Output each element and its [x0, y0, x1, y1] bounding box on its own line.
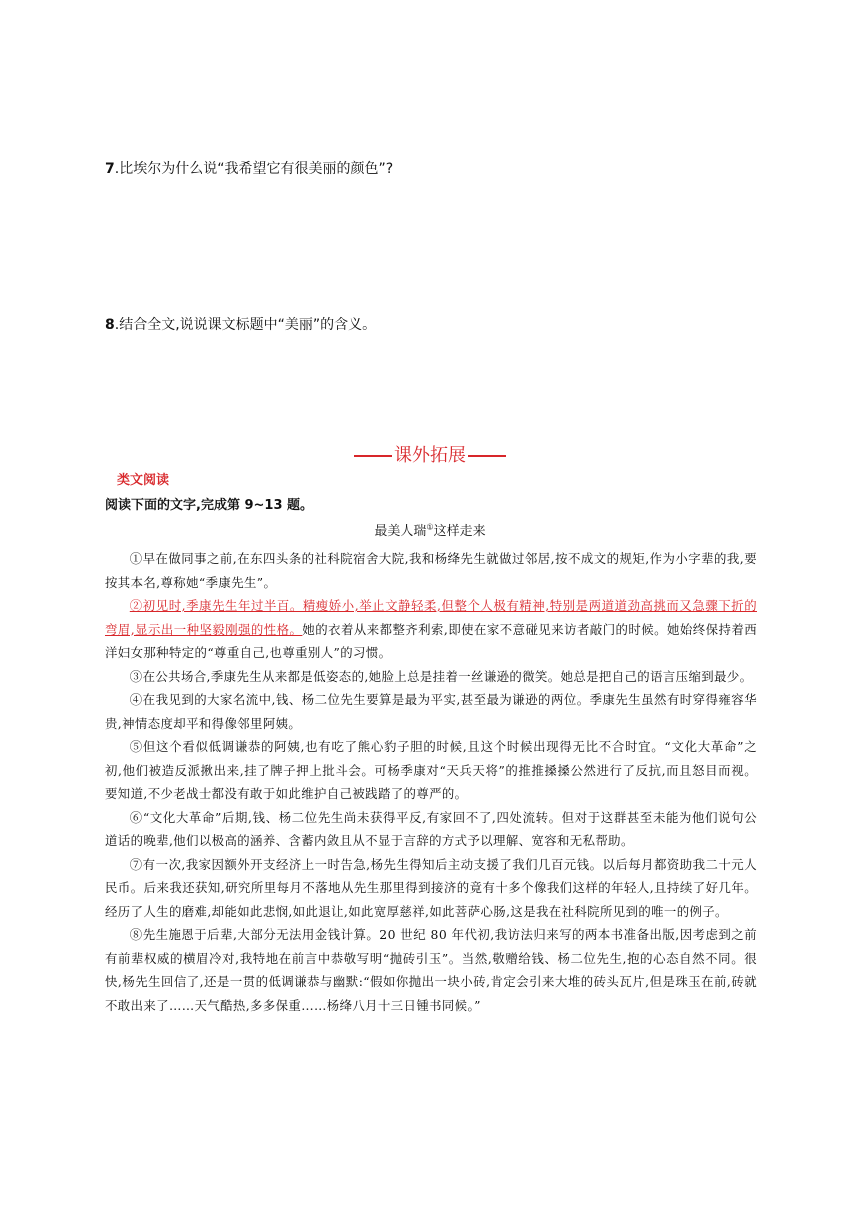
- paragraph-text: ⑦有一次,我家因额外开支经济上一时告急,杨先生得知后主动支援了我们几百元钱。以后每月都资助我二十元人民币。后来我还获知,研究所里每月不落地从先生那里得到接济的竟有十多个像我们这样的年轻人,且持续了好几年。经历了人生的磨难,却能如此悲悯,如此退让,如此宽厚慈祥,如此菩萨心肠,这是我在社科院所见到的唯一的例子。: [105, 856, 757, 919]
- highlighted-text: ②初见时,季康先生年过半百。精瘦娇小,举止文静轻柔,但整个人极有精神,特别是两道道劲高挑而又急骤下折的弯眉,显示出一种坚毅刚强的性格。: [105, 598, 757, 637]
- reading-sub-label: 类文阅读: [117, 473, 170, 488]
- reading-instruction: 阅读下面的文字,完成第 9~13 题。: [105, 498, 314, 513]
- question-text: .结合全文,说说课文标题中“美丽”的含义。: [114, 317, 377, 333]
- paragraph-8: [105, 923, 757, 1017]
- banner-rule-right: [468, 455, 506, 457]
- paragraph-text: 她的衣着从来都整齐利索,即使在家不意碰见来访者敲门的时候。她始终保持着西洋妇女那种特定的“尊重自己,也尊重别人”的习惯。: [105, 621, 757, 660]
- paragraph-5: [105, 735, 757, 806]
- paragraph-4: [105, 688, 757, 735]
- article-title-main: 最美人瑞: [374, 524, 427, 539]
- article-title: [0, 522, 860, 542]
- question-8: [105, 315, 376, 335]
- paragraph-text: ①早在做同事之前,在东四头条的社科院宿舍大院,我和杨绛先生就做过邻居,按不成文的规矩,作为小字辈的我,要按其本名,尊称她“季康先生”。: [105, 551, 757, 590]
- paragraph-text: ④在我见到的大家名流中,钱、杨二位先生要算是最为平实,甚至最为谦逊的两位。季康先生虽然有时穿得雍容华贵,神情态度却平和得像邻里阿姨。: [105, 692, 757, 731]
- article-body: [105, 547, 757, 1017]
- footnote-marker: ①: [426, 522, 434, 532]
- paragraph-6: [105, 806, 757, 853]
- article-title-rest: 这样走来: [433, 524, 486, 539]
- question-text: .比埃尔为什么说“我希望它有很美丽的颜色”?: [114, 161, 394, 177]
- paragraph-text: ⑧先生施恩于后辈,大部分无法用金钱计算。20 世纪 80 年代初,我访法归来写的两本书准备出版,因考虑到之前有前辈权威的横眉冷对,我特地在前言中恭敬写明“抛砖引玉”。当然,敬赠给钱、杨二位先生,抱的心态自然不同。很快,杨先生回信了,还是一贯的低调谦恭与幽默:“假如你抛出一块小砖,肯定会引来大堆的砖头瓦片,但是珠玉在前,砖就不敢出来了……天气酷热,多多保重……杨绛八月十三日锺书同候。”: [105, 927, 757, 1013]
- banner-rule-left: [354, 455, 392, 457]
- question-number: 7: [105, 161, 115, 177]
- paragraph-7: [105, 853, 757, 924]
- section-banner-title: 课外拓展: [394, 445, 466, 466]
- paragraph-1: [105, 547, 757, 594]
- paragraph-3: [105, 665, 757, 689]
- question-7: [105, 159, 393, 179]
- paragraph-text: ⑥“文化大革命”后期,钱、杨二位先生尚未获得平反,有家回不了,四处流转。但对于这群甚至未能为他们说句公道话的晚辈,他们以极高的涵养、含蓄内敛且从不显于言辞的方式予以理解、宽容和无私帮助。: [105, 809, 757, 848]
- question-number: 8: [105, 317, 115, 333]
- paragraph-2: [105, 594, 757, 665]
- paragraph-text: ⑤但这个看似低调谦恭的阿姨,也有吃了熊心豹子胆的时候,且这个时候出现得无比不合时宜。“文化大革命”之初,他们被造反派揪出来,挂了牌子押上批斗会。可杨季康对“天兵天将”的推推搡搡公然进行了反抗,而且怒目而视。要知道,不少老战士都没有敢于如此维护自己被践踏了的尊严的。: [105, 739, 757, 801]
- section-banner: [0, 444, 860, 468]
- paragraph-text: ③在公共场合,季康先生从来都是低姿态的,她脸上总是挂着一丝谦逊的微笑。她总是把自己的语言压缩到最少。: [129, 668, 753, 684]
